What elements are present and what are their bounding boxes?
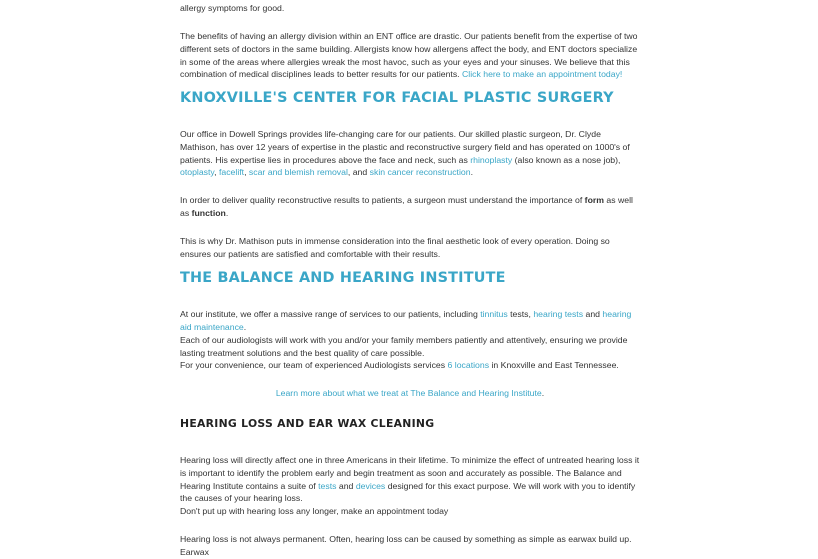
institute-text: For your convenience, our team of experienced Audiologists services — [180, 360, 448, 370]
hearing-loss-heading: HEARING LOSS AND EAR WAX CLEANING — [180, 417, 435, 430]
hearing-loss-text: and — [336, 480, 356, 491]
allergy-text: The benefits of having an allergy division within an ENT office are drastic. Our patients benefit from the expertise of two different sets of doctors in the same building. Allergists know how allergens affect the body, and ENT doctors specialize in some of the areas where allergies wreak the most havoc, such as your eyes and your sinuses. We believe that this combination of medical disciplines leads to better results for our patients. — [180, 31, 638, 80]
facial-text: . — [470, 167, 473, 178]
facial-paragraph-3: This is why Dr. Mathison puts in immense consideration into the final aesthetic look of every operation. Doing so ensures our patients are satisfied and comfortable with their results. — [180, 236, 610, 259]
facial-text: (also known as a nose job), — [512, 154, 621, 165]
institute-line-2: Each of our audiologists will work with you and/or your family members patiently and attentively, ensuring we provide lasting treatment solutions and the best quality of care possible. — [180, 335, 628, 358]
hearing-loss-text: designed for this exact purpose. We will work with you to identify the causes of your hearing loss. — [180, 480, 636, 504]
facial-text: as well as — [180, 195, 633, 218]
bold-function: function — [191, 207, 226, 218]
scar-blemish-link[interactable]: scar and blemish removal — [248, 167, 348, 178]
tinnitus-link[interactable]: tinnitus — [480, 309, 508, 319]
institute-text: . — [243, 321, 247, 332]
hearing-tests-link[interactable]: hearing tests — [533, 309, 584, 319]
locations-link[interactable]: 6 locations — [447, 360, 490, 370]
hearing-institute-heading: THE BALANCE AND HEARING INSTITUTE — [180, 270, 506, 286]
hearing-loss-paragraph — [180, 454, 640, 505]
facial-text: . — [225, 207, 229, 218]
hearing-loss-paragraph-partial: Hearing loss is not always permanent. Often, hearing loss can be caused by something as simple as earwax build up. Earwax — [180, 534, 632, 557]
learn-more-period: . — [541, 388, 545, 398]
bold-form: form — [584, 195, 604, 205]
institute-text: At our institute, we offer a massive range of services to our patients, including — [180, 309, 481, 319]
facial-text: , and — [347, 167, 370, 178]
intro-tail: allergy symptoms for good. — [180, 3, 285, 13]
facial-paragraph-1 — [180, 128, 640, 179]
facelift-link[interactable]: facelift — [218, 167, 245, 178]
facial-text: , — [244, 167, 249, 178]
facial-surgery-heading: KNOXVILLE'S CENTER FOR FACIAL PLASTIC SURGERY — [180, 90, 614, 106]
institute-text: in Knoxville and East Tennessee. — [489, 360, 619, 370]
hearing-loss-text: Hearing loss will directly affect one in three Americans in their lifetime. To minimize the effect of untreated hearing loss it is important to identify the problem early and begin treatment as soon and accurately as possible. The Balance and Hearing Institute contains a suite of — [180, 455, 640, 491]
institute-line-1 — [180, 308, 640, 334]
institute-text: tests, — [507, 309, 534, 319]
appointment-link[interactable]: Click here to make an appointment today! — [462, 69, 623, 80]
otoplasty-link[interactable]: otoplasty — [180, 167, 215, 178]
facial-paragraph-2 — [180, 194, 640, 220]
learn-more-link[interactable]: Learn more about what we treat at The Balance and Hearing Institute — [275, 388, 542, 398]
skin-cancer-link[interactable]: skin cancer reconstruction — [369, 167, 471, 178]
learn-more-line — [180, 387, 640, 400]
make-appointment-line: Don't put up with hearing loss any longer, make an appointment today — [180, 506, 449, 516]
facial-text: In order to deliver quality reconstructive results to patients, a surgeon must understand the importance of — [180, 195, 585, 205]
devices-link[interactable]: devices — [355, 480, 386, 491]
rhinoplasty-link[interactable]: rhinoplasty — [470, 154, 513, 165]
institute-text: and — [583, 309, 603, 319]
institute-line-3 — [180, 359, 640, 372]
facial-text: Our office in Dowell Springs provides life-changing care for our patients. Our skilled plastic surgeon, Dr. Clyde Mathison, has over 12 years of expertise in the plastic and reconstructive surgery field and has operated on 1000's of patients. His expertise lies in procedures above the face and neck, such as — [180, 129, 630, 165]
allergy-paragraph — [180, 30, 640, 81]
facial-text: , — [214, 167, 219, 178]
hearing-aid-maintenance-link[interactable]: hearing aid maintenance — [180, 309, 632, 332]
tests-link[interactable]: tests — [318, 480, 337, 491]
